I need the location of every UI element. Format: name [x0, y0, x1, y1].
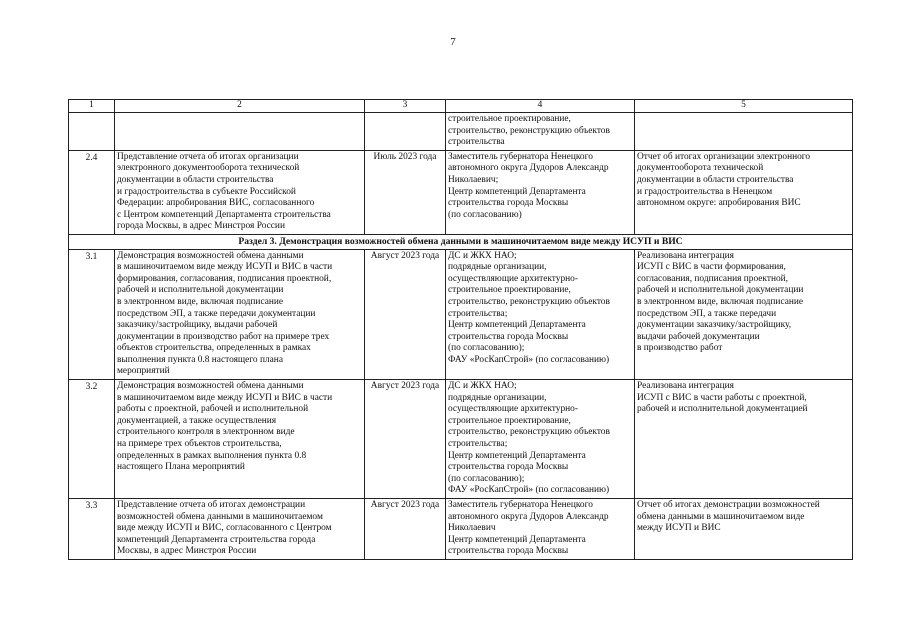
- row-term: Июль 2023 года: [365, 150, 446, 234]
- desc-line: Федерации: апробирования ВИС, согласованного: [117, 198, 315, 209]
- resp-line: осуществляющие архитектурно-: [448, 404, 578, 415]
- desc-line: определенных в рамках выполнения пункта 0.8: [117, 450, 307, 461]
- resp-line: подрядные организации,: [448, 262, 547, 273]
- resp-line: строительное проектирование,: [448, 285, 571, 296]
- row-responsible: [446, 249, 635, 380]
- result-line: автономном округе: апробирования ВИС: [637, 198, 801, 209]
- resp-line: Николаевич: [448, 523, 496, 534]
- row-term: Август 2023 года: [365, 380, 446, 499]
- header-col-1: 1: [69, 100, 115, 113]
- resp-line: Центр компетенций Департамента: [448, 450, 586, 461]
- result-line: Отчет об итогах организации электронного: [637, 151, 811, 162]
- resp-line: строительства города Москвы: [448, 331, 569, 342]
- row-result: [635, 150, 853, 234]
- resp-line: автономного округа Дудоров Александр: [448, 511, 609, 522]
- row-responsible: [446, 150, 635, 234]
- cont-resp-line: строительство, реконструкцию объектов: [448, 125, 610, 136]
- resp-line: подрядные организации,: [448, 392, 547, 403]
- row-term: Август 2023 года: [365, 249, 446, 380]
- desc-line: Представление отчета об итогах демонстрации: [117, 500, 306, 510]
- resp-line: строительное проектирование,: [448, 415, 571, 426]
- resp-line: Центр компетенций Департамента: [448, 534, 586, 545]
- continuation-row: [69, 113, 853, 151]
- result-line: ИСУП с ВИС в части работы с проектной,: [637, 392, 807, 403]
- resp-line: строительства города Москвы: [448, 462, 569, 473]
- desc-line: в машиночитаемом виде между ИСУП и ВИС в части: [117, 262, 333, 273]
- row-description: [115, 499, 365, 560]
- result-line: рабочей и исполнительной документации: [637, 285, 804, 296]
- cont-num: [69, 113, 115, 151]
- result-line: Отчет об итогах демонстрации возможностей: [637, 500, 820, 510]
- desc-line: электронного документооборота технической: [117, 163, 300, 174]
- desc-line: возможностей обмена данными в машиночитаемом: [117, 511, 323, 522]
- row-result: [635, 499, 853, 560]
- desc-line: выполнения пункта 0.8 настоящего плана: [117, 354, 283, 365]
- resp-line: (по согласованию);: [448, 343, 525, 354]
- result-line: в электронном виде, включая подписание: [637, 296, 804, 307]
- result-line: Реализована интеграция: [637, 250, 734, 261]
- desc-line: компетенций Департамента строительства города: [117, 534, 316, 545]
- header-row: [69, 100, 853, 113]
- result-line: обмена данными в машиночитаемом виде: [637, 511, 805, 522]
- result-line: документации заказчику/застройщику,: [637, 320, 792, 331]
- desc-line: документации в производство работ на примере трех: [117, 331, 330, 342]
- resp-line: Заместитель губернатора Ненецкого: [448, 500, 593, 510]
- cont-term: [365, 113, 446, 151]
- resp-line: Николаевич;: [448, 174, 499, 185]
- row-term: Август 2023 года: [365, 499, 446, 560]
- result-line: между ИСУП и ВИС: [637, 523, 721, 534]
- result-line: посредством ЭП, а также передачи: [637, 308, 777, 319]
- resp-line: осуществляющие архитектурно-: [448, 273, 578, 284]
- result-line: рабочей и исполнительной документацией: [637, 404, 808, 415]
- header-col-3: 3: [365, 100, 446, 113]
- row-number: 3.1: [69, 249, 115, 380]
- result-line: в производство работ: [637, 343, 723, 354]
- resp-line: строительство, реконструкцию объектов: [448, 296, 610, 307]
- resp-line: ДС и ЖКХ НАО;: [448, 381, 517, 392]
- resp-line: ФАУ «РосКапСтрой» (по согласованию): [448, 485, 610, 496]
- resp-line: ДС и ЖКХ НАО;: [448, 250, 517, 261]
- result-line: Реализована интеграция: [637, 381, 734, 392]
- desc-line: и градостроительства в субъекте Российской: [117, 186, 296, 197]
- desc-line: на примере трех объектов строительства,: [117, 439, 282, 450]
- page-number: 7: [450, 36, 456, 48]
- resp-line: Центр компетенций Департамента: [448, 320, 586, 331]
- resp-line: строительство, реконструкцию объектов: [448, 427, 610, 438]
- desc-line: документацией, а также осуществления: [117, 415, 277, 426]
- resp-line: строительства;: [448, 439, 508, 450]
- cont-resp: [446, 113, 635, 151]
- resp-line: ФАУ «РосКапСтрой» (по согласованию): [448, 354, 610, 365]
- row-description: [115, 380, 365, 499]
- desc-line: в электронном виде, включая подписание: [117, 296, 284, 307]
- row-number: 3.3: [69, 499, 115, 560]
- desc-line: настоящего Плана мероприятий: [117, 462, 245, 473]
- desc-line: виде между ИСУП и ВИС, согласованного с Центром: [117, 523, 332, 534]
- row-description: [115, 249, 365, 380]
- resp-line: строительства города Москвы: [448, 198, 569, 209]
- section-header-row: [69, 234, 853, 249]
- desc-line: документации в области строительства: [117, 174, 274, 185]
- header-col-5: 5: [635, 100, 853, 113]
- desc-line: формирования, согласования, подписания проектной,: [117, 273, 332, 284]
- row-responsible: [446, 499, 635, 560]
- resp-line: строительства города Москвы: [448, 546, 569, 557]
- row-result: [635, 249, 853, 380]
- desc-line: в машиночитаемом виде между ИСУП и ВИС в части: [117, 392, 333, 403]
- header-col-4: 4: [446, 100, 635, 113]
- desc-line: посредством ЭП, а также передачи документации: [117, 308, 316, 319]
- desc-line: рабочей и исполнительной документации: [117, 285, 284, 296]
- desc-line: мероприятий: [117, 366, 170, 377]
- desc-line: города Москвы, в адрес Минстроя России: [117, 221, 285, 232]
- table-row: [69, 249, 853, 380]
- row-result: [635, 380, 853, 499]
- header-col-2: 2: [115, 100, 365, 113]
- cont-resp-line: строительное проектирование,: [448, 114, 571, 124]
- row-responsible: [446, 380, 635, 499]
- resp-line: Центр компетенций Департамента: [448, 186, 586, 197]
- resp-line: строительства;: [448, 308, 508, 319]
- result-line: выдачи рабочей документации: [637, 331, 760, 342]
- desc-line: работы с проектной, рабочей и исполнительной: [117, 404, 309, 415]
- plan-table: [68, 99, 853, 560]
- cont-result: [635, 113, 853, 151]
- row-number: 2.4: [69, 150, 115, 234]
- desc-line: Демонстрация возможностей обмена данными: [117, 250, 304, 261]
- resp-line: (по согласованию): [448, 209, 522, 220]
- cont-resp-line: строительства: [448, 137, 505, 148]
- result-line: согласования, подписания проектной,: [637, 273, 789, 284]
- result-line: ИСУП с ВИС в части формирования,: [637, 262, 786, 273]
- desc-line: Москвы, в адрес Минстроя России: [117, 546, 257, 557]
- result-line: документооборота технической: [637, 163, 764, 174]
- cont-desc: [115, 113, 365, 151]
- resp-line: (по согласованию);: [448, 473, 525, 484]
- result-line: и градостроительства в Ненецком: [637, 186, 773, 197]
- desc-line: объектов строительства, определенных в рамках: [117, 343, 311, 354]
- result-line: документации в области строительства: [637, 174, 794, 185]
- resp-line: автономного округа Дудоров Александр: [448, 163, 609, 174]
- section-title: Раздел 3. Демонстрация возможностей обмена данными в машиночитаемом виде между ИСУП и ВИС: [69, 234, 853, 249]
- desc-line: Демонстрация возможностей обмена данными: [117, 381, 304, 392]
- desc-line: заказчику/застройщику, выдачи рабочей: [117, 320, 278, 331]
- resp-line: Заместитель губернатора Ненецкого: [448, 151, 593, 162]
- desc-line: строительного контроля в электронном виде: [117, 427, 295, 438]
- table-row: [69, 150, 853, 234]
- row-description: [115, 150, 365, 234]
- table-row: [69, 380, 853, 499]
- row-number: 3.2: [69, 380, 115, 499]
- table-row: [69, 499, 853, 560]
- desc-line: Представление отчета об итогах организации: [117, 151, 299, 162]
- desc-line: с Центром компетенций Департамента строительства: [117, 209, 331, 220]
